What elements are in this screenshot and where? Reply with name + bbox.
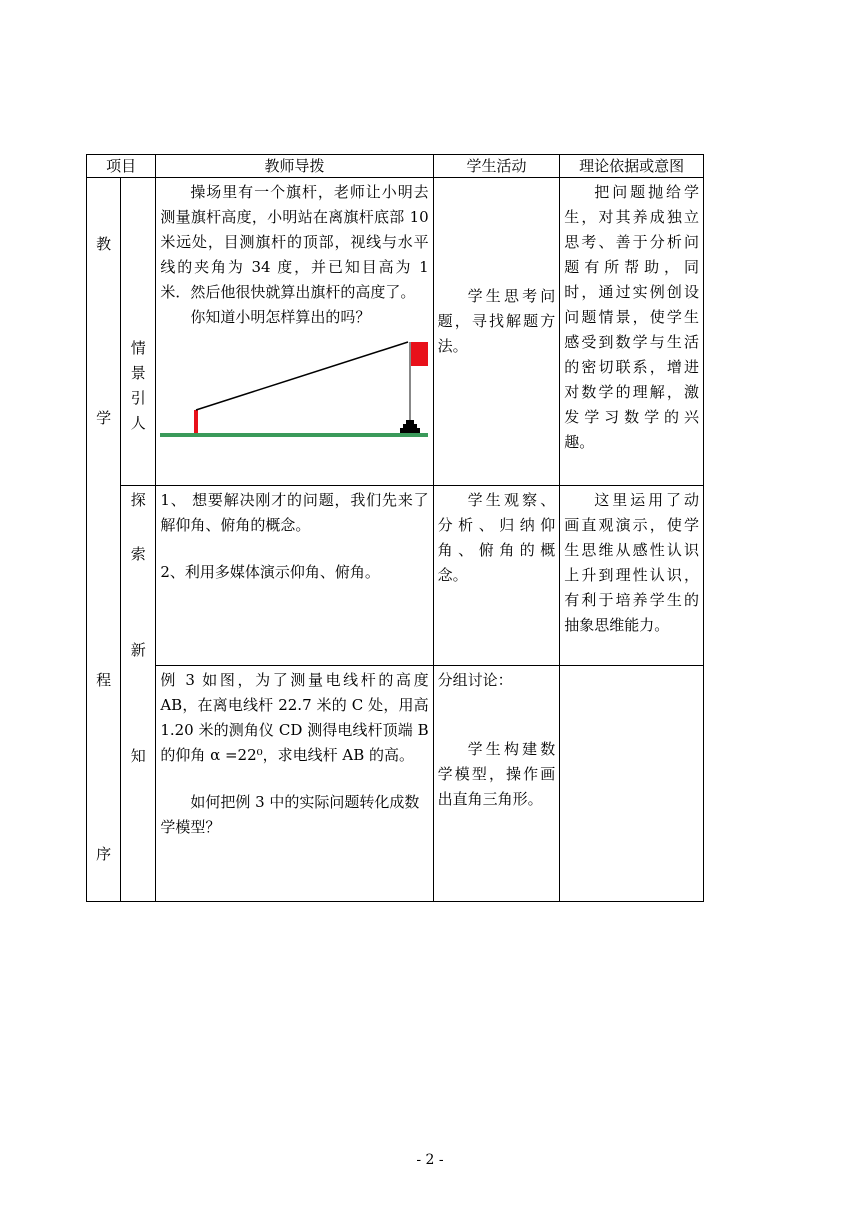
process-char: 教 xyxy=(96,235,112,253)
teacher-explore-item-2: 2、利用多媒体演示仰角、俯角。 xyxy=(160,563,380,581)
section-title-explore xyxy=(121,486,156,902)
teacher-explore-cell xyxy=(156,486,433,666)
reason-explore-cell xyxy=(560,486,704,666)
sight-line xyxy=(196,342,408,410)
flagpole-diagram xyxy=(160,330,428,442)
header-item: 项目 xyxy=(87,155,156,178)
section-char: 引 xyxy=(130,389,146,407)
reason-example-cell xyxy=(560,666,704,902)
section-title-scenario xyxy=(121,178,156,486)
teacher-scenario-question: 你知道小明怎样算出的吗？ xyxy=(190,308,371,326)
example-row xyxy=(87,666,704,902)
teacher-example-cell xyxy=(156,666,433,902)
reason-scenario-cell xyxy=(560,178,704,486)
lesson-plan-table xyxy=(86,154,704,902)
section-char: 索 xyxy=(130,545,146,563)
person-mark xyxy=(194,410,198,433)
student-example-cell xyxy=(433,666,560,902)
header-reason: 理论依据或意图 xyxy=(560,155,704,178)
page-number: - 2 - xyxy=(416,1152,444,1168)
section-char: 知 xyxy=(130,747,146,765)
process-char: 学 xyxy=(96,409,112,427)
student-scenario-text: 学生思考问题，寻找解题方法。 xyxy=(437,287,556,355)
reason-explore-text: 这里运用了动画直观演示，使学生思维从感性认识上升到理性认识，有利于培养学生的抽象思维能力。 xyxy=(564,491,699,634)
header-row xyxy=(87,155,704,178)
teacher-scenario-cell xyxy=(156,178,433,486)
section-char: 景 xyxy=(130,364,146,382)
header-teacher: 教师导拨 xyxy=(156,155,433,178)
section-char: 情 xyxy=(130,339,146,357)
teacher-scenario-text: 操场里有一个旗杆，老师让小明去测量旗杆高度，小明站在离旗杆底部 10 米远处，目测旗杆的顶部，视线与水平线的夹角为 34 度，并已知目高为 1 米．然后他很快就算出旗杆的高度了。 xyxy=(160,183,429,301)
student-discuss-text: 分组讨论： xyxy=(437,671,513,689)
student-explore-text: 学生观察、分析、归纳仰角、俯角的概念。 xyxy=(437,491,556,584)
teacher-example-question: 如何把例 3 中的实际问题转化成数学模型？ xyxy=(160,793,420,836)
section-char: 人 xyxy=(130,414,146,432)
process-char: 程 xyxy=(96,671,112,689)
header-student: 学生活动 xyxy=(433,155,560,178)
section-char: 新 xyxy=(130,641,146,659)
process-char: 序 xyxy=(96,845,112,863)
reason-scenario-text: 把问题抛给学生，对其养成独立思考、善于分析问题有所帮助，同时，通过实例创设问题情景，使学生感受到数学与生活的密切联系，增进对数学的理解，激发学习数学的兴趣。 xyxy=(564,183,699,451)
student-build-text: 学生构建数学模型，操作画出直角三角形。 xyxy=(437,740,556,808)
teacher-example-text: 例 3 如图，为了测量电线杆的高度 AB，在离电线杆 22.7 米的 C 处，用高 1.20 米的测角仪 CD 测得电线杆顶端 B 的仰角 α =22⁰，求电线杆 AB 的高。 xyxy=(160,671,429,764)
student-scenario-cell xyxy=(433,178,560,486)
explore-row xyxy=(87,486,704,666)
flagpole-base xyxy=(400,420,420,433)
flag xyxy=(411,342,428,366)
student-explore-cell xyxy=(433,486,560,666)
teaching-process-cell xyxy=(87,178,121,902)
teacher-explore-item-1: 1、 想要解决刚才的问题，我们先来了解仰角、俯角的概念。 xyxy=(160,491,429,534)
section-char: 探 xyxy=(130,491,146,509)
scenario-row xyxy=(87,178,704,486)
